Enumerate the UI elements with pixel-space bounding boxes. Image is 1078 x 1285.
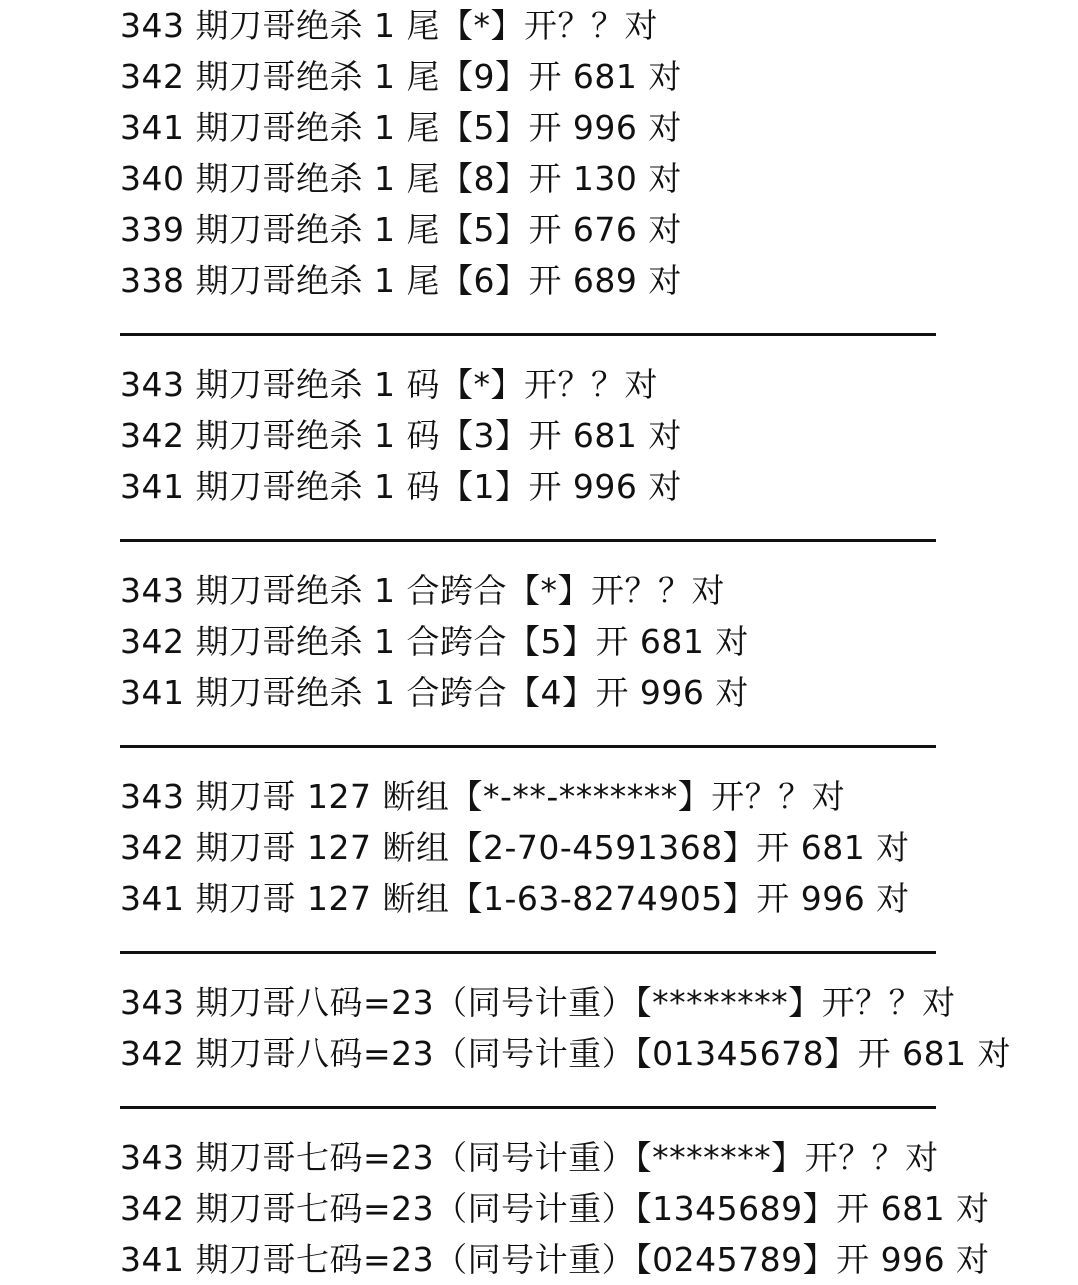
section-kill-sum-span [120, 565, 1060, 718]
section-kill-code [120, 359, 1060, 512]
text-line: 341 期刀哥绝杀 1 码【1】开 996 对 [120, 467, 682, 506]
section-eight-code [120, 977, 1060, 1079]
text-line: 341 期刀哥 127 断组【1-63-8274905】开 996 对 [120, 879, 910, 918]
text-line: 343 期刀哥七码=23（同号计重）【*******】开？？对 [120, 1138, 939, 1177]
text-line: 342 期刀哥七码=23（同号计重）【1345689】开 681 对 [120, 1189, 990, 1228]
text-line: 340 期刀哥绝杀 1 尾【8】开 130 对 [120, 159, 682, 198]
section-kill-tail [120, 0, 1060, 306]
text-line: 342 期刀哥绝杀 1 码【3】开 681 对 [120, 416, 682, 455]
text-line: 341 期刀哥绝杀 1 尾【5】开 996 对 [120, 108, 682, 147]
text-line: 343 期刀哥绝杀 1 码【*】开？？对 [120, 365, 658, 404]
section-seven-code [120, 1132, 1060, 1285]
text-line: 342 期刀哥八码=23（同号计重）【01345678】开 681 对 [120, 1034, 1012, 1073]
text-line: 342 期刀哥绝杀 1 尾【9】开 681 对 [120, 57, 682, 96]
text-line: 343 期刀哥绝杀 1 合跨合【*】开？？对 [120, 571, 725, 610]
text-line: 339 期刀哥绝杀 1 尾【5】开 676 对 [120, 210, 682, 249]
text-line: 341 期刀哥七码=23（同号计重）【0245789】开 996 对 [120, 1240, 990, 1279]
text-line: 343 期刀哥 127 断组【*-**-*******】开？？对 [120, 777, 846, 816]
text-line: 343 期刀哥八码=23（同号计重）【********】开？？对 [120, 983, 956, 1022]
prediction-document [120, 0, 1060, 1285]
text-line: 342 期刀哥绝杀 1 合跨合【5】开 681 对 [120, 622, 749, 661]
section-broken-group [120, 771, 1060, 924]
text-line: 338 期刀哥绝杀 1 尾【6】开 689 对 [120, 261, 682, 300]
text-line: 342 期刀哥 127 断组【2-70-4591368】开 681 对 [120, 828, 910, 867]
text-line: 341 期刀哥绝杀 1 合跨合【4】开 996 对 [120, 673, 749, 712]
text-line: 343 期刀哥绝杀 1 尾【*】开？？对 [120, 6, 658, 45]
